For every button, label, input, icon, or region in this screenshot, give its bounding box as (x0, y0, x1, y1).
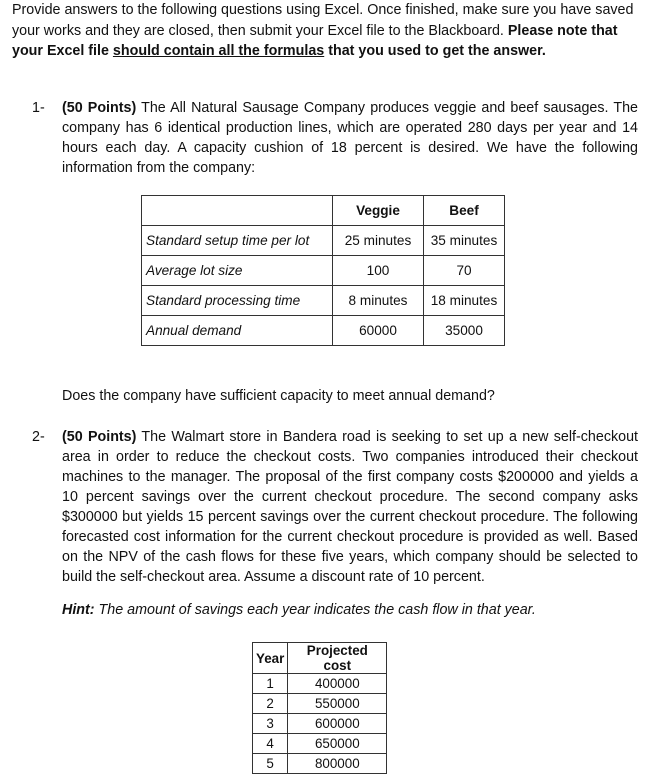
note-part-1: Please note that your Excel file (12, 22, 618, 59)
hint-text: The amount of savings each year indicates the cash flow in that year. (94, 602, 536, 618)
question-2-number: 2- (32, 429, 45, 445)
table-row (142, 226, 505, 256)
table-row (253, 694, 387, 714)
table-cell: 400000 (288, 674, 387, 694)
table-cell: 800000 (288, 754, 387, 774)
table-cell: 60000 (333, 316, 424, 346)
table-row-label: Average lot size (142, 256, 333, 286)
table-cell: 1 (253, 674, 288, 694)
instructions-paragraph (12, 0, 642, 62)
question-1 (32, 98, 638, 178)
table-cell: 8 minutes (333, 286, 424, 316)
table-cell: 100 (333, 256, 424, 286)
table-cell: 4 (253, 734, 288, 754)
question-1-text: The All Natural Sausage Company produces veggie and beef sausages. The company has 6 identical production lines, which are operated 280 days per year and 14 hours each day. A capacity cushion of 18 percent is desired. We have the following information from the company: (62, 100, 639, 176)
sausage-table (141, 195, 505, 346)
table-row (142, 316, 505, 346)
table-cell: 35 minutes (424, 226, 505, 256)
question-2 (32, 427, 638, 587)
table-row-label: Standard processing time (142, 286, 333, 316)
question-2-body (62, 427, 638, 587)
table-row (253, 754, 387, 774)
table-header-row (142, 196, 505, 226)
question-1-body (62, 98, 638, 178)
question-1-number: 1- (32, 100, 45, 116)
table-header-cell: Year (253, 643, 288, 674)
question-1-prompt: Does the company have sufficient capacity to meet annual demand? (62, 388, 495, 404)
table-cell: 2 (253, 694, 288, 714)
question-2-points: (50 Points) (62, 429, 137, 445)
table-row (253, 734, 387, 754)
table-header-cell (142, 196, 333, 226)
table-row (253, 674, 387, 694)
table-row (253, 714, 387, 734)
table-header-row (253, 643, 387, 674)
projected-cost-table (252, 642, 387, 774)
question-2-text: The Walmart store in Bandera road is seeking to set up a new self-checkout area in order to reduce the checkout costs. Two companies introduced their checkout machines to the manager. The proposal of the first company costs $200000 and yields a 10 percent savings over the current checkout procedure. The second company asks $300000 but yields 15 percent savings over the current checkout procedure. The following forecasted cost information for the current checkout procedure is provided as well. Based on the NPV of the cash flows for these five years, which company should be selected to build the self-checkout area. Assume a discount rate of 10 percent. (62, 429, 638, 585)
table-cell: 3 (253, 714, 288, 734)
question-1-points: (50 Points) (62, 100, 137, 116)
table-cell: 600000 (288, 714, 387, 734)
table-cell: 650000 (288, 734, 387, 754)
table-header-cell: Beef (424, 196, 505, 226)
table-cell: 35000 (424, 316, 505, 346)
table-cell: 5 (253, 754, 288, 774)
hint-label: Hint: (62, 602, 95, 618)
note-underlined: should contain all the formulas (112, 43, 325, 59)
instructions-text: Provide answers to the following questions using Excel. Once finished, make sure you have saved your works and they are closed, then submit your Excel file to the Blackboard. (12, 2, 634, 39)
table-cell: 25 minutes (333, 226, 424, 256)
table-header-cell: Projected cost (288, 643, 387, 674)
table-row (142, 256, 505, 286)
table-row-label: Standard setup time per lot (142, 226, 333, 256)
hint (62, 602, 536, 618)
table-row (142, 286, 505, 316)
table-header-cell: Veggie (333, 196, 424, 226)
note-part-2: that you used to get the answer. (324, 43, 546, 59)
table-cell: 550000 (288, 694, 387, 714)
table-cell: 70 (424, 256, 505, 286)
table-row-label: Annual demand (142, 316, 333, 346)
table-cell: 18 minutes (424, 286, 505, 316)
